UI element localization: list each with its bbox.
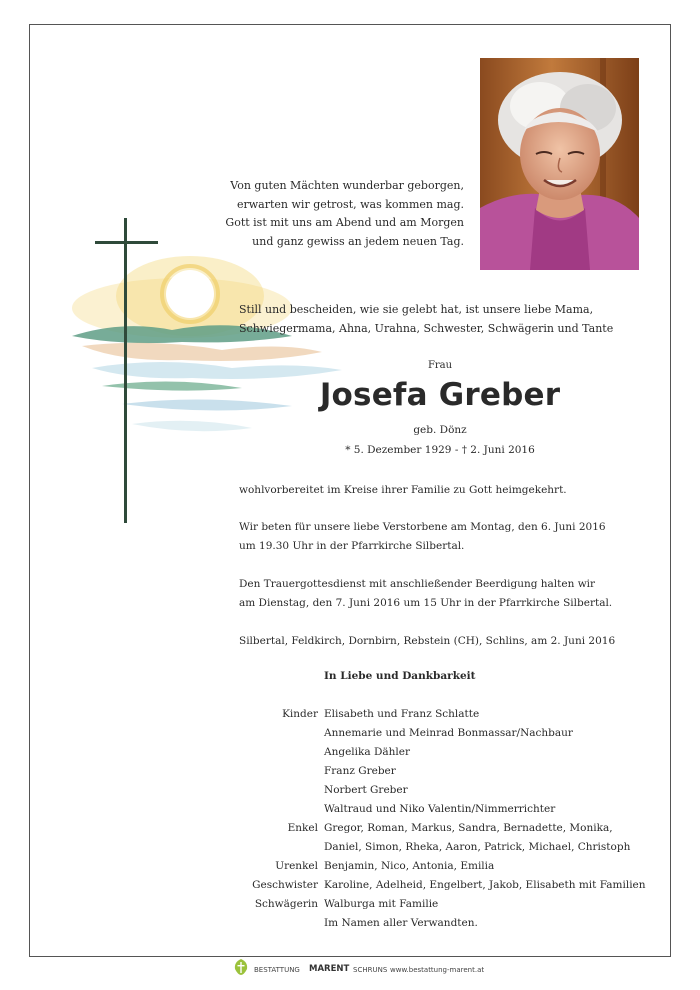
- paragraph-prayer: [239, 518, 659, 556]
- intro-text: [239, 301, 639, 338]
- family-row: [0, 879, 700, 898]
- paragraph-line: Wir beten für unsere liebe Verstorbene am Montag, den 6. Juni 2016: [239, 521, 606, 533]
- verse: [210, 177, 464, 251]
- family-members: Norbert Greber: [324, 784, 408, 796]
- family-row: [0, 841, 700, 860]
- family-row: [0, 822, 700, 841]
- family-members: Annemarie und Meinrad Bonmassar/Nachbaur: [324, 727, 573, 739]
- closing-heading: In Liebe und Dankbarkeit: [324, 670, 476, 682]
- birth-name: geb. Dönz: [413, 424, 467, 436]
- family-row: [0, 765, 700, 784]
- family-members: Gregor, Roman, Markus, Sandra, Bernadette, Monika,: [324, 822, 613, 834]
- paragraph-line: wohlvorbereitet im Kreise ihrer Familie zu Gott heimgekehrt.: [239, 484, 567, 496]
- salutation: Frau: [427, 360, 453, 371]
- leaf-logo-icon: [232, 958, 250, 976]
- paragraph-return: [239, 481, 659, 500]
- family-label: Kinder: [282, 708, 318, 720]
- family-row: [0, 784, 700, 803]
- family-label: Geschwister: [252, 879, 318, 891]
- family-members: Angelika Dähler: [324, 746, 410, 758]
- paragraph-line: am Dienstag, den 7. Juni 2016 um 15 Uhr in der Pfarrkirche Silbertal.: [239, 597, 613, 609]
- family-label: Schwägerin: [254, 898, 318, 910]
- paragraph-places: [239, 632, 659, 651]
- footer-prefix: BESTATTUNG: [254, 966, 300, 974]
- portrait-photo: [480, 58, 639, 270]
- paragraph-line: Den Trauergottesdienst mit anschließender Beerdigung halten wir: [239, 578, 596, 590]
- verse-line: erwarten wir getrost, was kommen mag.: [237, 197, 464, 211]
- family-label: Enkel: [287, 822, 318, 834]
- verse-line: Gott ist mit uns am Abend und am Morgen: [225, 216, 464, 229]
- intro-line: Still und bescheiden, wie sie gelebt hat, ist unsere liebe Mama,: [239, 303, 594, 316]
- verse-line: und ganz gewiss an jedem neuen Tag.: [252, 234, 464, 248]
- family-members: Im Namen aller Verwandten.: [324, 917, 478, 929]
- paragraph-funeral: [239, 575, 659, 613]
- family-members: Walburga mit Familie: [324, 898, 439, 910]
- family-row: [0, 803, 700, 822]
- family-members: Franz Greber: [324, 765, 396, 777]
- family-row: [0, 898, 700, 917]
- family-members: Karoline, Adelheid, Engelbert, Jakob, Elisabeth mit Familien: [324, 879, 646, 891]
- footer-url: www.bestattung-marent.at: [390, 966, 485, 974]
- family-members: Daniel, Simon, Rheka, Aaron, Patrick, Michael, Christoph: [324, 841, 631, 853]
- family-row: [0, 708, 700, 727]
- family-row: [0, 746, 700, 765]
- family-members: Benjamin, Nico, Antonia, Emilia: [324, 860, 495, 872]
- deceased-name: Josefa Greber: [319, 377, 561, 413]
- family-row: [0, 860, 700, 879]
- verse-line: Von guten Mächten wunderbar geborgen,: [230, 179, 464, 192]
- family-label: Urenkel: [275, 860, 318, 872]
- intro-line: Schwiegermama, Ahna, Urahna, Schwester, Schwägerin und Tante: [239, 321, 614, 335]
- family-members: Waltraud und Niko Valentin/Nimmerrichter: [324, 803, 556, 815]
- footer-place: SCHRUNS: [353, 966, 388, 974]
- paragraph-line: um 19.30 Uhr in der Pfarrkirche Silbertal.: [239, 540, 465, 552]
- life-dates: * 5. Dezember 1929 - † 2. Juni 2016: [345, 444, 535, 456]
- family-row: [0, 727, 700, 746]
- paragraph-line: Silbertal, Feldkirch, Dornbirn, Rebstein (CH), Schlins, am 2. Juni 2016: [239, 635, 616, 647]
- family-members: Elisabeth und Franz Schlatte: [324, 708, 480, 720]
- portrait-illustration: [480, 58, 639, 270]
- family-row: [0, 917, 700, 936]
- footer-brand-name: MARENT: [309, 964, 350, 974]
